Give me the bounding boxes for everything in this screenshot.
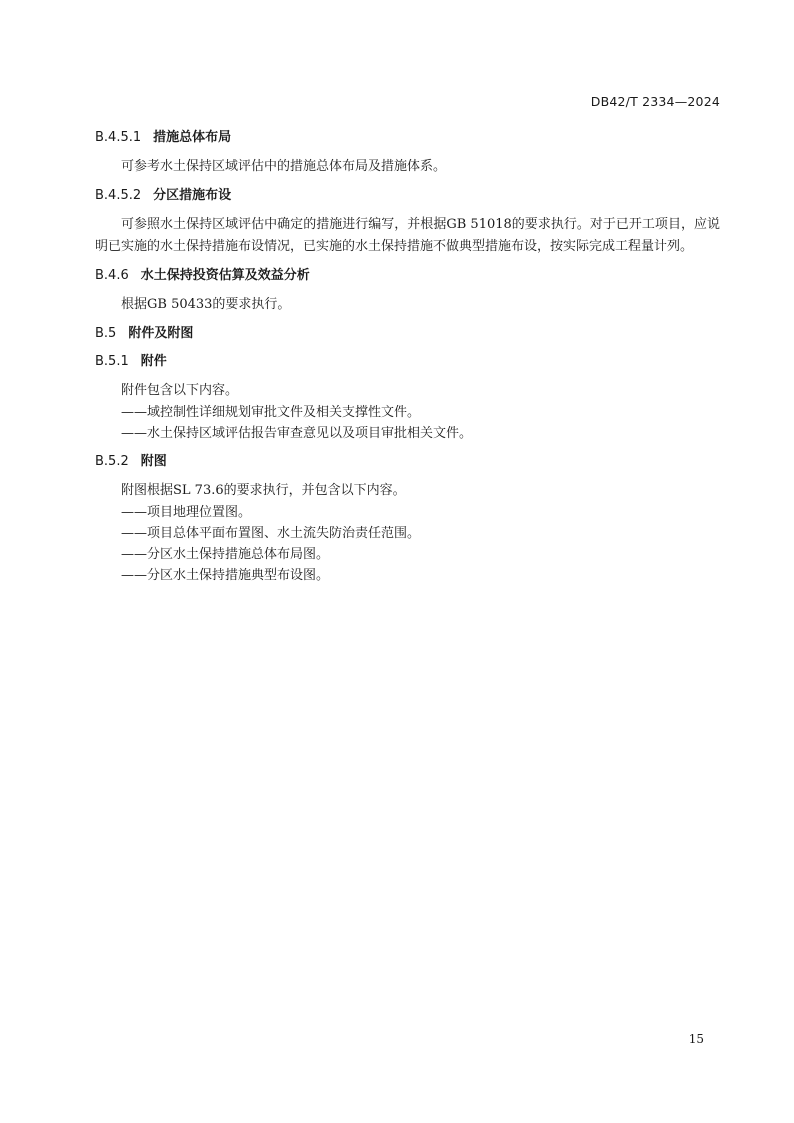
heading-number: B.5.1 <box>95 354 129 369</box>
paragraph: 附图根据SL 73.6的要求执行，并包含以下内容。 <box>121 483 406 498</box>
heading-title: 分区措施布设 <box>153 188 232 203</box>
heading-number: B.4.5.2 <box>95 188 142 203</box>
heading-number: B.4.5.1 <box>95 130 142 145</box>
list-item: ——分区水土保持措施典型布设图。 <box>121 568 330 583</box>
list-item: ——分区水土保持措施总体布局图。 <box>121 547 330 562</box>
figure-list <box>95 502 720 586</box>
list-item: ——项目地理位置图。 <box>121 505 252 520</box>
paragraph: 根据GB 50433的要求执行。 <box>121 297 291 312</box>
heading-title: 措施总体布局 <box>153 130 232 145</box>
attachment-list <box>95 402 720 444</box>
heading-number: B.4.6 <box>95 268 129 283</box>
paragraph: 附件包含以下内容。 <box>121 383 239 398</box>
heading-b51 <box>95 352 720 372</box>
heading-title: 附件及附图 <box>128 326 194 341</box>
heading-b452 <box>95 186 720 206</box>
heading-b52 <box>95 452 720 472</box>
heading-title: 水土保持投资估算及效益分析 <box>140 268 310 283</box>
heading-title: 附图 <box>140 454 167 469</box>
document-code: DB42/T 2334—2024 <box>590 94 720 109</box>
heading-title: 附件 <box>140 354 167 369</box>
heading-b46 <box>95 266 720 286</box>
list-item: ——水土保持区域评估报告审查意见以及项目审批相关文件。 <box>121 426 473 441</box>
heading-number: B.5.2 <box>95 454 129 469</box>
document-body <box>95 128 720 594</box>
paragraph: 可参照水土保持区域评估中确定的措施进行编写，并根据GB 51018的要求执行。对于已开工项目，应说明已实施的水土保持措施布设情况，已实施的水土保持措施不做典型措施布设，按实际完成工程量计列。 <box>95 217 720 254</box>
heading-number: B.5 <box>95 326 117 341</box>
heading-b5 <box>95 324 720 344</box>
page-number: 15 <box>688 1032 704 1046</box>
list-item: ——域控制性详细规划审批文件及相关支撑性文件。 <box>121 405 421 420</box>
paragraph: 可参考水土保持区域评估中的措施总体布局及措施体系。 <box>121 159 447 174</box>
heading-b451 <box>95 128 720 148</box>
list-item: ——项目总体平面布置图、水土流失防治责任范围。 <box>121 526 421 541</box>
